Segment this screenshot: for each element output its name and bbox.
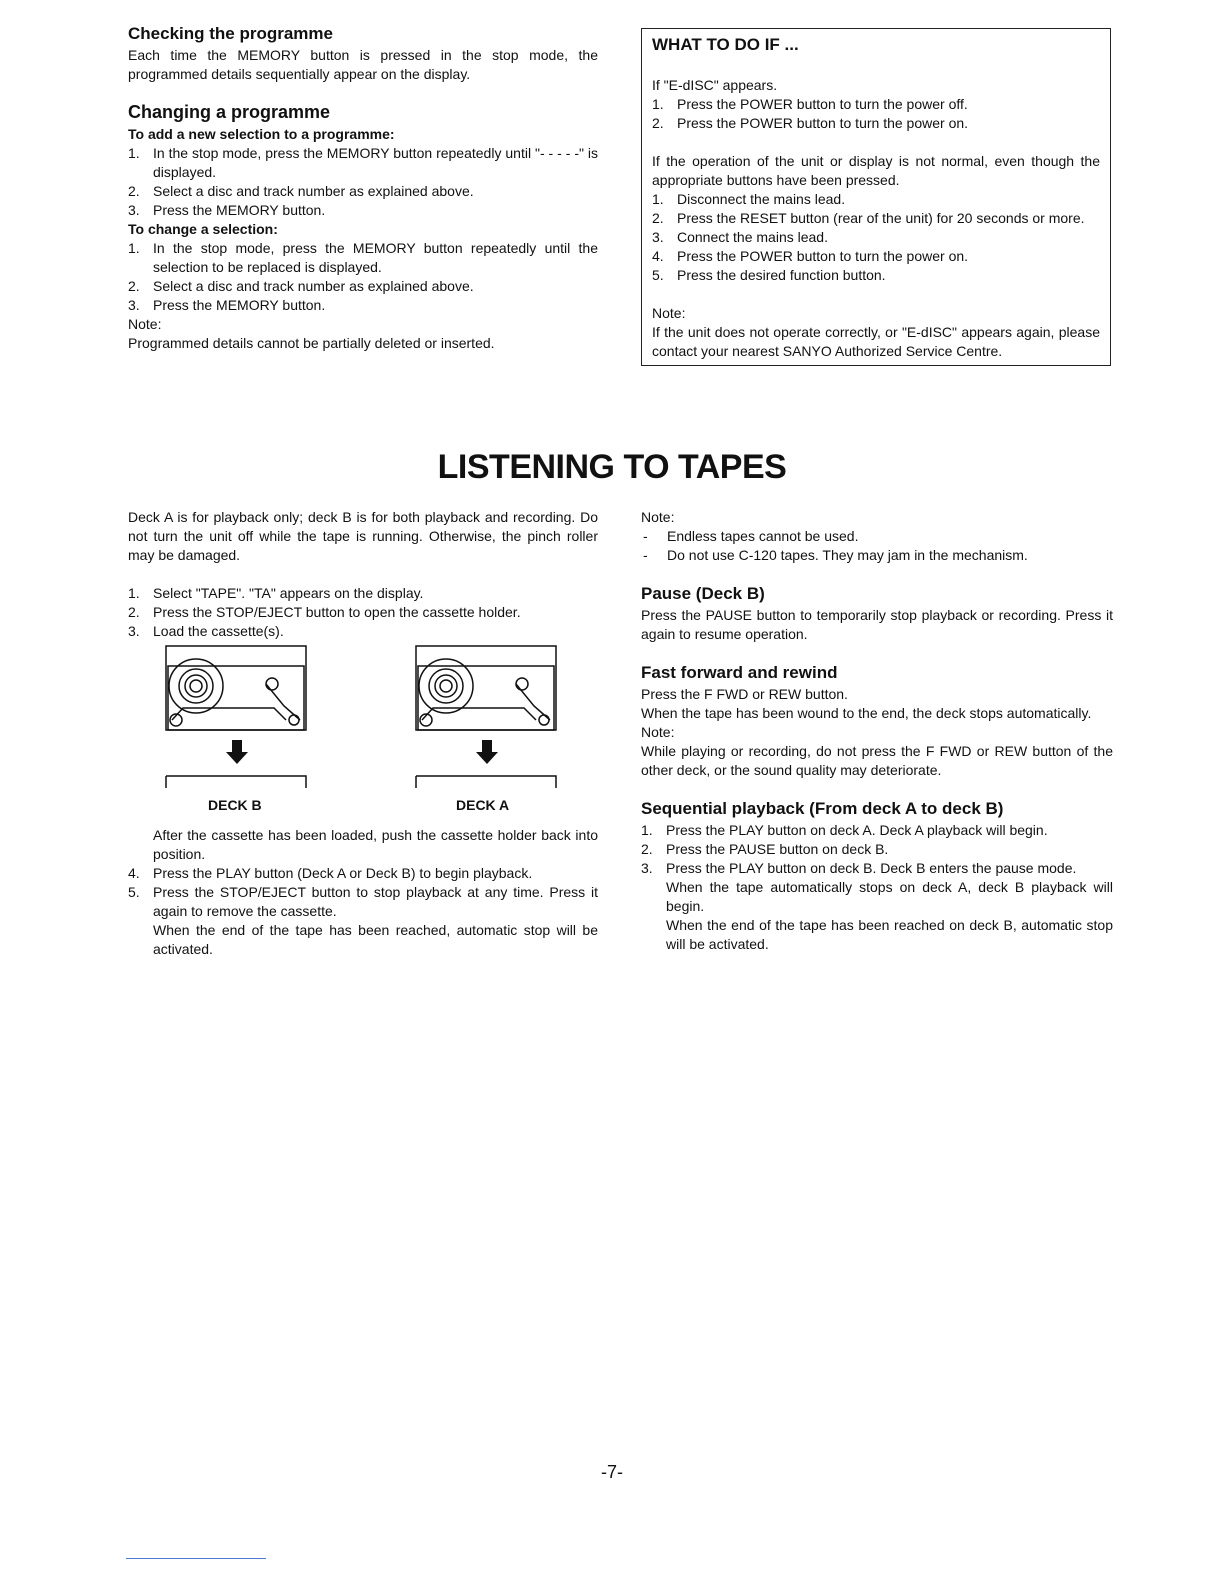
tapes-intro: Deck A is for playback only; deck B is for both playback and recording. Do not turn the unit off while the tape is running. Otherwise, the pinch roller may be damaged. xyxy=(128,509,598,563)
seq-extra2: When the end of the tape has been reached on deck B, automatic stop will be activated. xyxy=(666,917,1113,952)
list-item: 1. In the stop mode, press the MEMORY button repeatedly until "- - - - -" is displayed. xyxy=(128,145,598,180)
list-item: 3. Press the PLAY button on deck B. Deck B enters the pause mode. xyxy=(641,860,1077,876)
list-item: 1. In the stop mode, press the MEMORY button repeatedly until the selection to be replaced is displayed. xyxy=(128,240,598,275)
whatif-note-label: Note: xyxy=(652,305,686,321)
tapes-steps-b xyxy=(128,864,598,921)
add-steps-list xyxy=(128,144,598,220)
changing-note-text: Programmed details cannot be partially deleted or inserted. xyxy=(128,335,495,351)
list-item: 3. Press the MEMORY button. xyxy=(128,202,326,218)
list-item: 5. Press the STOP/EJECT button to stop playback at any time. Press it again to remove the cassette. xyxy=(128,884,598,919)
arrow-down-icon xyxy=(476,740,498,764)
tapes-right-column xyxy=(641,508,1113,954)
what-to-do-box xyxy=(641,28,1111,366)
cassette-outline xyxy=(166,646,306,730)
abnormal-steps-list xyxy=(652,190,1100,285)
changing-heading: Changing a programme xyxy=(128,102,331,122)
footer-rule xyxy=(126,1558,266,1559)
tapes-steps-a xyxy=(128,584,598,641)
abnormal-intro: If the operation of the unit or display is not normal, even though the appropriate buttons have been pressed. xyxy=(652,153,1100,188)
seq-extra1: When the tape automatically stops on deck A, deck B playback will begin. xyxy=(666,879,1113,914)
tapes-notes-list xyxy=(641,527,1113,565)
list-item: 3. Press the MEMORY button. xyxy=(128,297,326,313)
list-item: 3. Connect the mains lead. xyxy=(652,229,828,245)
list-item: 1. Disconnect the mains lead. xyxy=(652,191,846,207)
changing-section xyxy=(128,102,598,353)
tapes-after-load-block xyxy=(128,826,598,959)
checking-heading: Checking the programme xyxy=(128,24,333,43)
arrow-down-icon xyxy=(226,740,248,764)
edisc-steps-list xyxy=(652,95,1100,133)
list-item: 4. Press the PLAY button (Deck A or Deck B) to begin playback. xyxy=(128,865,533,881)
list-item: 2. Press the PAUSE button on deck B. xyxy=(641,841,889,857)
page-title: LISTENING TO TAPES xyxy=(437,448,787,486)
ffwd-line1: Press the F FWD or REW button. xyxy=(641,686,848,702)
list-item: 2. Press the RESET button (rear of the unit) for 20 seconds or more. xyxy=(652,210,1085,226)
seq-steps-list xyxy=(641,821,1113,878)
list-item: - Do not use C-120 tapes. They may jam in the mechanism. xyxy=(643,547,1028,563)
after-load-text: After the cassette has been loaded, push the cassette holder back into position. xyxy=(153,827,598,862)
pause-text: Press the PAUSE button to temporarily stop playback or recording. Press it again to resume operation. xyxy=(641,607,1113,642)
changing-note-label: Note: xyxy=(128,316,162,332)
tapes-note-label: Note: xyxy=(641,509,675,525)
list-item: 2. Select a disc and track number as explained above. xyxy=(128,183,474,199)
list-item: 2. Select a disc and track number as explained above. xyxy=(128,278,474,294)
checking-text: Each time the MEMORY button is pressed in the stop mode, the programmed details sequentially appear on the display. xyxy=(128,47,598,82)
deck-b-cassette-figure xyxy=(150,644,320,814)
list-item: 5. Press the desired function button. xyxy=(652,267,886,283)
checking-section xyxy=(128,24,598,84)
list-item: 2. Press the STOP/EJECT button to open the cassette holder. xyxy=(128,604,521,620)
list-item: 2. Press the POWER button to turn the power on. xyxy=(652,115,969,131)
step5-extra: When the end of the tape has been reached, automatic stop will be activated. xyxy=(153,922,598,957)
ffwd-line2: When the tape has been wound to the end, the deck stops automatically. xyxy=(641,705,1092,721)
whatif-note-text: If the unit does not operate correctly, or "E-dISC" appears again, please contact your nearest SANYO Authorized Service Centre. xyxy=(652,324,1100,359)
edisc-intro: If "E-dISC" appears. xyxy=(652,77,778,93)
deck-b-label: DECK B xyxy=(208,797,262,813)
deck-a-label: DECK A xyxy=(456,797,510,813)
ffwd-note-label: Note: xyxy=(641,724,675,740)
whatif-heading: WHAT TO DO IF ... xyxy=(652,35,799,54)
ffwd-heading: Fast forward and rewind xyxy=(641,663,838,682)
list-item: 4. Press the POWER button to turn the power on. xyxy=(652,248,969,264)
list-item: 1. Press the POWER button to turn the power off. xyxy=(652,96,968,112)
change-steps-list xyxy=(128,239,598,315)
deck-a-cassette-figure xyxy=(400,644,570,814)
list-item: 3. Load the cassette(s). xyxy=(128,623,284,639)
change-subheading: To change a selection: xyxy=(128,221,278,237)
tapes-intro-block xyxy=(128,508,598,641)
ffwd-note-text: While playing or recording, do not press the F FWD or REW button of the other deck, or the sound quality may deteriorate. xyxy=(641,743,1113,778)
add-subheading: To add a new selection to a programme: xyxy=(128,126,395,142)
page-number: -7- xyxy=(601,1462,623,1482)
list-item: - Endless tapes cannot be used. xyxy=(643,528,859,544)
pause-heading: Pause (Deck B) xyxy=(641,584,765,603)
seq-heading: Sequential playback (From deck A to deck B) xyxy=(641,799,1004,818)
list-item: 1. Press the PLAY button on deck A. Deck A playback will begin. xyxy=(641,822,1048,838)
list-item: 1. Select "TAPE". "TA" appears on the display. xyxy=(128,585,424,601)
